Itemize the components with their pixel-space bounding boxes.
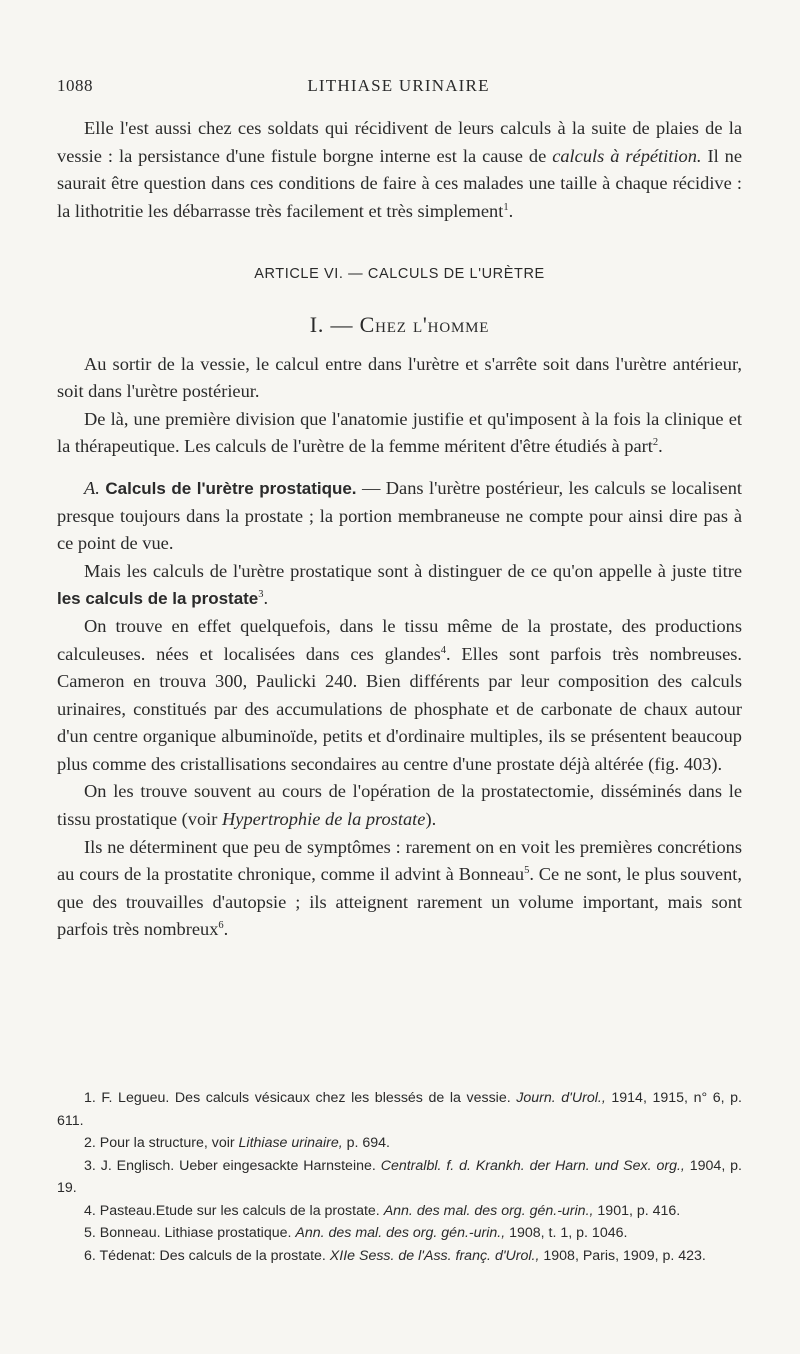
footnote bbox=[57, 1200, 742, 1223]
footnote-source: Journ. d'Urol., bbox=[516, 1090, 606, 1106]
text-run: De là, une première division que l'anatomie justifie et qu'imposent à la fois la clinique et la thérapeutique. Les calculs de l'urètre de la femme méritent d'être étudiés à part bbox=[57, 408, 742, 457]
footnote-ref: 5 bbox=[524, 865, 530, 877]
paragraph bbox=[57, 475, 742, 558]
footnote-text: 3. J. Englisch. Ueber eingesackte Harnsteine. bbox=[84, 1157, 381, 1174]
paragraph bbox=[57, 558, 742, 613]
footnote-source: XIIe Sess. de l'Ass. franç. d'Urol., bbox=[329, 1247, 540, 1264]
text-run: . bbox=[508, 200, 514, 221]
footnote-text: 1914, 1915, n° 6, p. 611. bbox=[57, 1090, 743, 1129]
subsection-letter: A. bbox=[84, 477, 100, 498]
footnote-text: 5. Bonneau. Lithiase prostatique. bbox=[84, 1225, 296, 1241]
footnote-text: 4. Pasteau.Etude sur les calculs de la prostate. bbox=[84, 1202, 384, 1219]
footnote-text: 1901, p. 416. bbox=[593, 1202, 681, 1219]
footnote-ref: 1 bbox=[503, 201, 509, 213]
footnote-source: Lithiase urinaire, bbox=[238, 1135, 343, 1151]
text-run: . bbox=[263, 588, 269, 609]
paragraph bbox=[57, 834, 742, 944]
section-title: I. — Chez l'homme bbox=[309, 311, 490, 337]
footnote-ref: 2 bbox=[652, 437, 659, 449]
footnote-text: 6. Tédenat: Des calculs de la prostate. bbox=[84, 1247, 330, 1264]
footnote-text: 1904, p. 19. bbox=[57, 1157, 742, 1196]
text-run: . Ce ne sont, le plus souvent, que des trouvailles d'autopsie ; ils atteignent rarement un volume important, mais sont parfois très nombreux bbox=[57, 864, 742, 940]
footnote-text: p. 694. bbox=[342, 1135, 390, 1151]
footnote-text: 1908, Paris, 1909, p. 423. bbox=[539, 1247, 706, 1264]
footnote-text: 1. F. Legueu. Des calculs vésicaux chez les blessés de la vessie. bbox=[84, 1090, 517, 1106]
footnote-text: 2. Pour la structure, voir bbox=[84, 1135, 239, 1151]
page-number: 1088 bbox=[57, 76, 93, 95]
paragraph bbox=[57, 406, 742, 461]
footnote bbox=[57, 1245, 742, 1268]
subsection-heading: Calculs de l'urètre prostatique. bbox=[99, 478, 357, 498]
footnote-ref: 6 bbox=[218, 920, 224, 932]
text-run: Ils ne déterminent que peu de symptômes : rarement on en voit les premières concrétions au cours de la prostatite chronique, comme il advint à Bonneau bbox=[57, 836, 742, 885]
text-run: Elle l'est aussi chez ces soldats qui récidivent de leurs calculs à la suite de plaies de la vessie : la persistance d'une fistule borgne interne est la cause de bbox=[57, 118, 742, 166]
paragraph bbox=[57, 778, 742, 833]
running-head: LITHIASE URINAIRE bbox=[307, 76, 490, 95]
footnotes bbox=[57, 1087, 742, 1267]
footnote-source: Ann. des mal. des org. gén.-urin., bbox=[295, 1225, 506, 1241]
text-run: On les trouve souvent au cours de l'opération de la prostatectomie, disséminés dans le tissu prostatique (voir bbox=[57, 781, 742, 830]
article-title: ARTICLE VI. — CALCULS DE L'URÈTRE bbox=[254, 266, 545, 283]
footnote bbox=[57, 1222, 742, 1245]
paragraph bbox=[57, 115, 742, 225]
footnote-ref: 3 bbox=[258, 589, 264, 601]
footnote bbox=[57, 1155, 742, 1200]
footnote-source: Centralbl. f. d. Krankh. der Harn. und Sex. org., bbox=[380, 1157, 685, 1174]
text-run: On trouve en effet quelquefois, dans le tissu même de la prostate, des productions calculeuses. nées et localisées dans ces glandes bbox=[57, 615, 742, 664]
text-run: Mais les calculs de l'urètre prostatique sont à distinguer de ce qu'on appelle à juste titre bbox=[84, 560, 742, 581]
footnote bbox=[57, 1087, 742, 1132]
text-run: . Elles sont parfois très nombreuses. Cameron en trouva 300, Paulicki 240. Bien différents par leur composition des calculs urinaires, constitués par des accumulations de phosphate et de carbonate de chaux autour d'un centre organique albuminoïde, petits et d'ordinaire multiples, ils se présentent beaucoup plus comme des cristallisations secondaires au centre d'une prostate déjà altérée (fig. 403). bbox=[57, 643, 742, 774]
text-run: . bbox=[658, 436, 663, 457]
footnote-source: Ann. des mal. des org. gén.-urin., bbox=[383, 1202, 594, 1219]
paragraph bbox=[57, 613, 742, 779]
italic-text: Hypertrophie de la prostate bbox=[222, 809, 426, 830]
page-header bbox=[57, 76, 740, 102]
text-run: — Dans l'urètre postérieur, les calculs se localisent presque toujours dans la prostate ; la portion membraneuse ne compte pour ainsi dire pas à ce point de vue. bbox=[57, 477, 742, 554]
text-run: Il ne saurait être question dans ces conditions de faire à ces malades une taille à chaque récidive : la lithotritie les débarrasse très facilement et très simplement bbox=[57, 145, 742, 221]
text-run: ). bbox=[425, 809, 437, 830]
main-text bbox=[57, 115, 742, 944]
footnote-ref: 4 bbox=[440, 644, 447, 656]
footnote-text: 1908, t. 1, p. 1046. bbox=[505, 1225, 628, 1241]
paragraph: Au sortir de la vessie, le calcul entre dans l'urètre et s'arrête soit dans l'urètre antérieur, soit dans l'urètre postérieur. bbox=[57, 353, 742, 402]
footnote bbox=[57, 1132, 742, 1155]
bold-text: les calculs de la prostate bbox=[57, 589, 259, 609]
italic-text: calculs à répétition. bbox=[552, 145, 702, 166]
text-run: . bbox=[223, 919, 229, 940]
